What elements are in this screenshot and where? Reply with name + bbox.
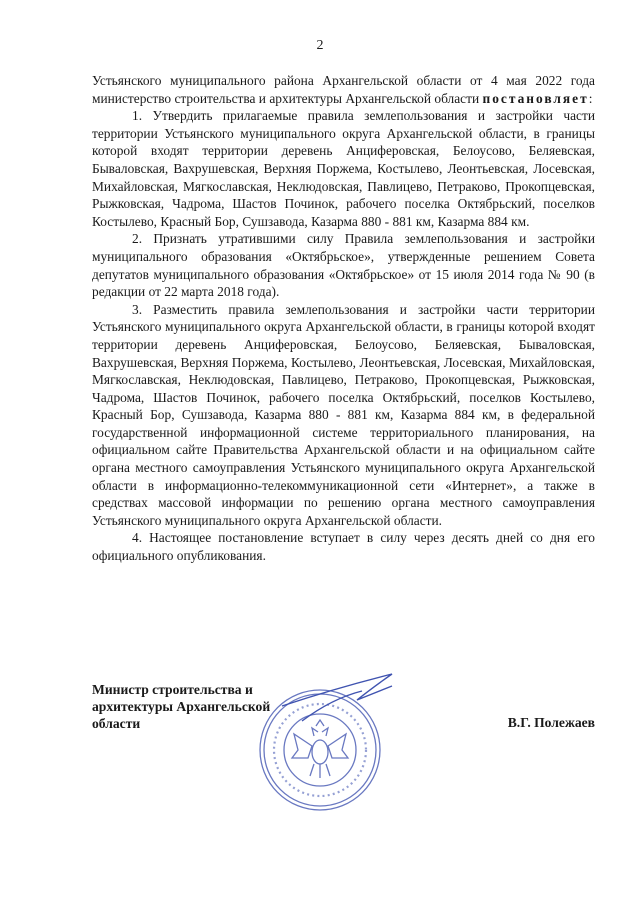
signer-title [92, 681, 270, 732]
page-number: 2 [316, 38, 324, 53]
signer-title-line-3: области [92, 716, 141, 731]
handwritten-signature [282, 674, 392, 721]
signer-title-line-2: архитектуры Архангельской [92, 699, 271, 714]
clause-4: 4. Настоящее постановление вступает в силу через десять дней со дня его официального опубликования. [92, 530, 595, 564]
intro-text: Устьянского муниципального района Архангельской области от 4 мая 2022 года министерство строительства и архитектуры Архангельской области [92, 73, 595, 106]
signer-name: В.Г. Полежаев [507, 715, 595, 730]
signature-block [92, 681, 595, 841]
decree-word: постановляет [482, 90, 589, 106]
eagle-emblem-icon [292, 720, 348, 778]
clause-2: 2. Признать утратившими силу Правила землепользования и застройки муниципального образования «Октябрьское», утвержденные решением Совета депутатов муниципального образования «Октябрьское» от 15 июля 2014 года № 90 (в редакции от 22 марта 2018 года). [92, 231, 595, 300]
signer-title-line-1: Министр строительства и [92, 682, 253, 697]
intro-paragraph [92, 72, 595, 107]
decree-colon: : [588, 90, 593, 106]
clause-1: 1. Утвердить прилагаемые правила землепользования и застройки части территории Устьянского муниципального округа Архангельской области, в границы которой входят территории деревень Анциферовская, Белоусово, Беляевская, Бываловская, Вахрушевская, Верхняя Поржема, Костылево, Леонтьевская, Лосевская, Михайловская, Мягкославская, Неклюдовская, Павлицево, Петраково, Прокопцевская, Рыжковская, Чадрома, Шастов Починок, рабочего поселка Октябрьский, поселков Костылево, Красный Бор, Сушзавода, Казарма 880 - 881 км, Казарма 884 км. [92, 108, 595, 229]
clause-3: 3. Разместить правила землепользования и застройки части территории Устьянского муниципального округа Архангельской области, в границы которой входят территории деревень Анциферовская, Белоусово, Беляевская, Бываловская, Вахрушевская, Верхняя Поржема, Костылево, Леонтьевская, Лосевская, Михайловская, Мягкославская, Неклюдовская, Павлицево, Петраково, Прокопцевская, Рыжковская, Чадрома, Шастов Починок, рабочего поселка Октябрьский, поселков Костылево, Красный Бор, Сушзавода, Казарма 880 - 881 км, Казарма 884 км, в федеральной государственной информационной системе территориального планирования, на официальном сайте Правительства Архангельской области и на официальном сайте органа местного самоуправления Устьянского муниципального округа Архангельской области в информационно-телекоммуникационной сети «Интернет», а также в средствах массовой информации по решению органа местного самоуправления Устьянского муниципального округа Архангельской области. [92, 301, 595, 528]
document-body [92, 72, 595, 565]
